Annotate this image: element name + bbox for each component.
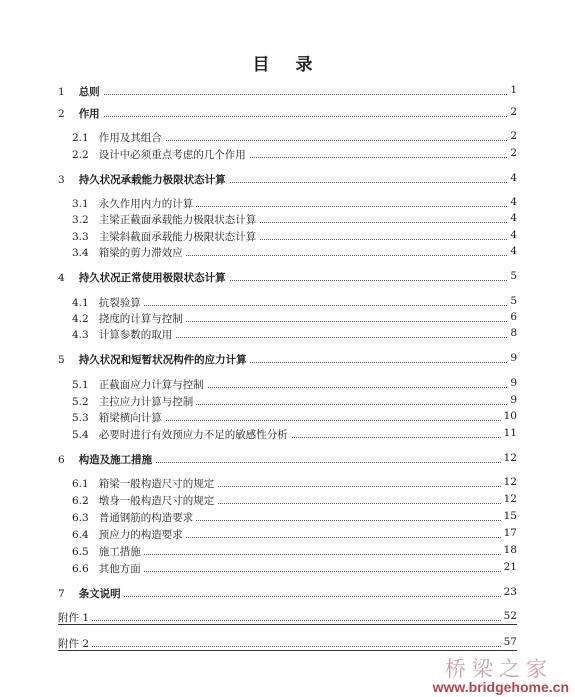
toc-entry-title: 附件 1 (58, 612, 90, 624)
toc-entry-title: 条文说明 (78, 588, 121, 600)
toc-leader-dots (58, 610, 511, 621)
toc-entry[interactable] (0, 427, 575, 445)
toc-entry-page: 12 (501, 493, 517, 505)
toc-entry-title: 墩身一般构造尺寸的规定 (98, 495, 215, 507)
toc-entry-number: 6.5 (72, 546, 89, 558)
toc-entry-label (72, 147, 249, 162)
toc-entry-label (72, 493, 217, 508)
toc-entry-number: 3.2 (72, 214, 89, 226)
toc-entry-number: 4.1 (72, 297, 89, 309)
watermark-logo-text: 桥梁之家 (445, 657, 553, 681)
toc-entry-title: 作用 (78, 108, 100, 120)
toc-entry-title: 持久状况正常使用极限状态计算 (78, 272, 226, 284)
toc-entry-title: 挠度的计算与控制 (98, 313, 183, 325)
toc-entry-title: 主梁正截面承载能力极限状态计算 (98, 214, 257, 226)
toc-leader-dots (58, 84, 511, 95)
toc-entry-page: 9 (507, 394, 517, 406)
toc-entry-number: 2.2 (72, 149, 89, 161)
toc-entry-label (72, 245, 186, 260)
toc-entry-number: 3 (58, 174, 65, 186)
toc-entry-page: 11 (501, 427, 517, 439)
toc-entry-number: 6.1 (72, 478, 89, 490)
toc-entry-title: 箱梁横向计算 (98, 412, 162, 424)
toc-entry-label (72, 561, 144, 576)
toc-entry-page: 15 (501, 510, 517, 522)
toc-entry[interactable] (0, 410, 575, 428)
toc-entry-number: 6.6 (72, 563, 89, 575)
toc-entry-label (72, 295, 144, 310)
toc-leader-dots (58, 106, 511, 117)
toc-entry-number: 3.1 (72, 198, 89, 210)
toc-entry[interactable] (0, 130, 575, 148)
toc-entry-label (58, 636, 92, 651)
toc-entry-page: 4 (507, 229, 517, 241)
toc-entry[interactable] (0, 245, 575, 263)
toc-entry-title: 作用及其组合 (98, 132, 162, 144)
toc-entry-number: 4.2 (72, 313, 89, 325)
toc-entry[interactable] (0, 610, 575, 628)
toc-entry-label (72, 377, 207, 392)
toc-entry[interactable] (0, 270, 575, 288)
toc-entry-page: 17 (501, 527, 517, 539)
toc-entry[interactable] (0, 586, 575, 604)
toc-entry-title: 主拉应力计算与控制 (98, 396, 194, 408)
toc-entry[interactable] (0, 106, 575, 124)
toc-entry-title: 永久作用内力的计算 (98, 198, 194, 210)
toc-entry-label (72, 212, 259, 227)
toc-entry-number: 6 (58, 454, 65, 466)
annex-underline (58, 650, 517, 651)
toc-entry-label (58, 84, 103, 99)
toc-entry-number: 5.3 (72, 412, 89, 424)
toc-entry-page: 4 (507, 245, 517, 257)
toc-entry-page: 9 (507, 377, 517, 389)
watermark-url: www.bridgehome.cn (432, 679, 569, 695)
toc-entry-page: 18 (501, 544, 517, 556)
toc-entry-page: 57 (501, 636, 517, 648)
toc-entry-title: 正截面应力计算与控制 (98, 379, 204, 391)
toc-entry-label (72, 311, 186, 326)
toc-entry-title: 计算参数的取用 (98, 329, 173, 341)
toc-entry-label (58, 586, 124, 601)
toc-entry-label (72, 476, 217, 491)
toc-entry[interactable] (0, 493, 575, 511)
toc-entry[interactable] (0, 561, 575, 579)
toc-entry-page: 12 (501, 452, 517, 464)
toc-entry-title: 箱梁的剪力滞效应 (98, 247, 183, 259)
toc-entry-page: 1 (507, 84, 517, 96)
toc-entry[interactable] (0, 352, 575, 370)
toc-entry-page: 2 (507, 106, 517, 118)
toc-leader-dots (58, 586, 511, 597)
toc-entry-title: 施工措施 (98, 546, 141, 558)
toc-entry-page: 52 (501, 610, 517, 622)
toc-entry[interactable] (0, 147, 575, 165)
toc-entry-number: 1 (58, 86, 65, 98)
page-title: 目 录 (252, 55, 323, 75)
toc-entry-number: 4 (58, 272, 65, 284)
toc-entry-label (58, 610, 92, 625)
toc-entry-page: 2 (507, 147, 517, 159)
toc-entry-label (58, 452, 155, 467)
toc-entry[interactable] (0, 84, 575, 102)
toc-entry-label (58, 106, 103, 121)
toc-entry-label (72, 394, 196, 409)
toc-entry-number: 3.4 (72, 247, 89, 259)
watermark (397, 653, 575, 697)
toc-entry-number: 3.3 (72, 231, 89, 243)
toc-entry-number: 2.1 (72, 132, 89, 144)
toc-entry-title: 附件 2 (58, 638, 90, 650)
toc-entry-page: 23 (501, 586, 517, 598)
toc-entry-page: 4 (507, 172, 517, 184)
toc-entry-label (58, 352, 250, 367)
toc-entry-title: 其他方面 (98, 563, 141, 575)
toc-entry-page: 21 (501, 561, 517, 573)
toc-entry-label (72, 544, 144, 559)
toc-leader-dots (58, 636, 511, 647)
toc-entry-page: 2 (507, 130, 517, 142)
toc-entry[interactable] (0, 544, 575, 562)
toc-entry[interactable] (0, 636, 575, 654)
toc-entry-page: 5 (507, 270, 517, 282)
toc-entry-title: 主梁斜截面承载能力极限状态计算 (98, 231, 257, 243)
toc-entry-page: 10 (501, 410, 517, 422)
toc-entry-number: 2 (58, 108, 65, 120)
toc-entry-label (72, 327, 175, 342)
toc-entry[interactable] (0, 452, 575, 470)
toc-entry-number: 6.3 (72, 512, 89, 524)
toc-entry-label (72, 196, 196, 211)
toc-entry[interactable] (0, 476, 575, 494)
toc-entry-number: 5.1 (72, 379, 89, 391)
toc-entry-title: 预应力的构造要求 (98, 529, 183, 541)
toc-entry-number: 5.2 (72, 396, 89, 408)
toc-entry-label (72, 229, 259, 244)
toc-entry-title: 持久状况承载能力极限状态计算 (78, 174, 226, 186)
toc-entry-label (58, 270, 229, 285)
toc-entry-page: 4 (507, 212, 517, 224)
toc-entry[interactable] (0, 212, 575, 230)
toc-entry[interactable] (0, 510, 575, 528)
toc-entry-page: 4 (507, 196, 517, 208)
toc-entry-title: 箱梁一般构造尺寸的规定 (98, 478, 215, 490)
toc-entry-title: 普通钢筋的构造要求 (98, 512, 194, 524)
toc-entry-title: 总则 (78, 86, 100, 98)
toc-entry-number: 5 (58, 354, 65, 366)
toc-entry-label (58, 172, 229, 187)
toc-entry[interactable] (0, 377, 575, 395)
toc-entry-number: 5.4 (72, 429, 89, 441)
toc-entry-title: 设计中必须重点考虑的几个作用 (98, 149, 246, 161)
toc-entry[interactable] (0, 327, 575, 345)
toc-entry-title: 抗裂验算 (98, 297, 141, 309)
toc-entry-label (72, 410, 165, 425)
toc-entry-page: 12 (501, 476, 517, 488)
toc-entry-page: 5 (507, 295, 517, 307)
toc-entry-number: 6.4 (72, 529, 89, 541)
toc-entry-number: 7 (58, 588, 65, 600)
toc-entry[interactable] (0, 172, 575, 190)
toc-entry[interactable] (0, 527, 575, 545)
toc-entry-page: 9 (507, 352, 517, 364)
toc-entry-title: 持久状况和短暂状况构件的应力计算 (78, 354, 247, 366)
toc-entry-label (72, 427, 291, 442)
toc-entry-page: 6 (507, 311, 517, 323)
toc-entry-number: 6.2 (72, 495, 89, 507)
toc-entry-label (72, 527, 186, 542)
toc-entry-label (72, 130, 165, 145)
toc-entry-page: 8 (507, 327, 517, 339)
annex-underline (58, 624, 517, 625)
toc-entry-title: 构造及施工措施 (78, 454, 153, 466)
toc-entry-title: 必要时进行有效预应力不足的敏感性分析 (98, 429, 288, 441)
toc-entry-label (72, 510, 196, 525)
toc-entry-number: 4.3 (72, 329, 89, 341)
